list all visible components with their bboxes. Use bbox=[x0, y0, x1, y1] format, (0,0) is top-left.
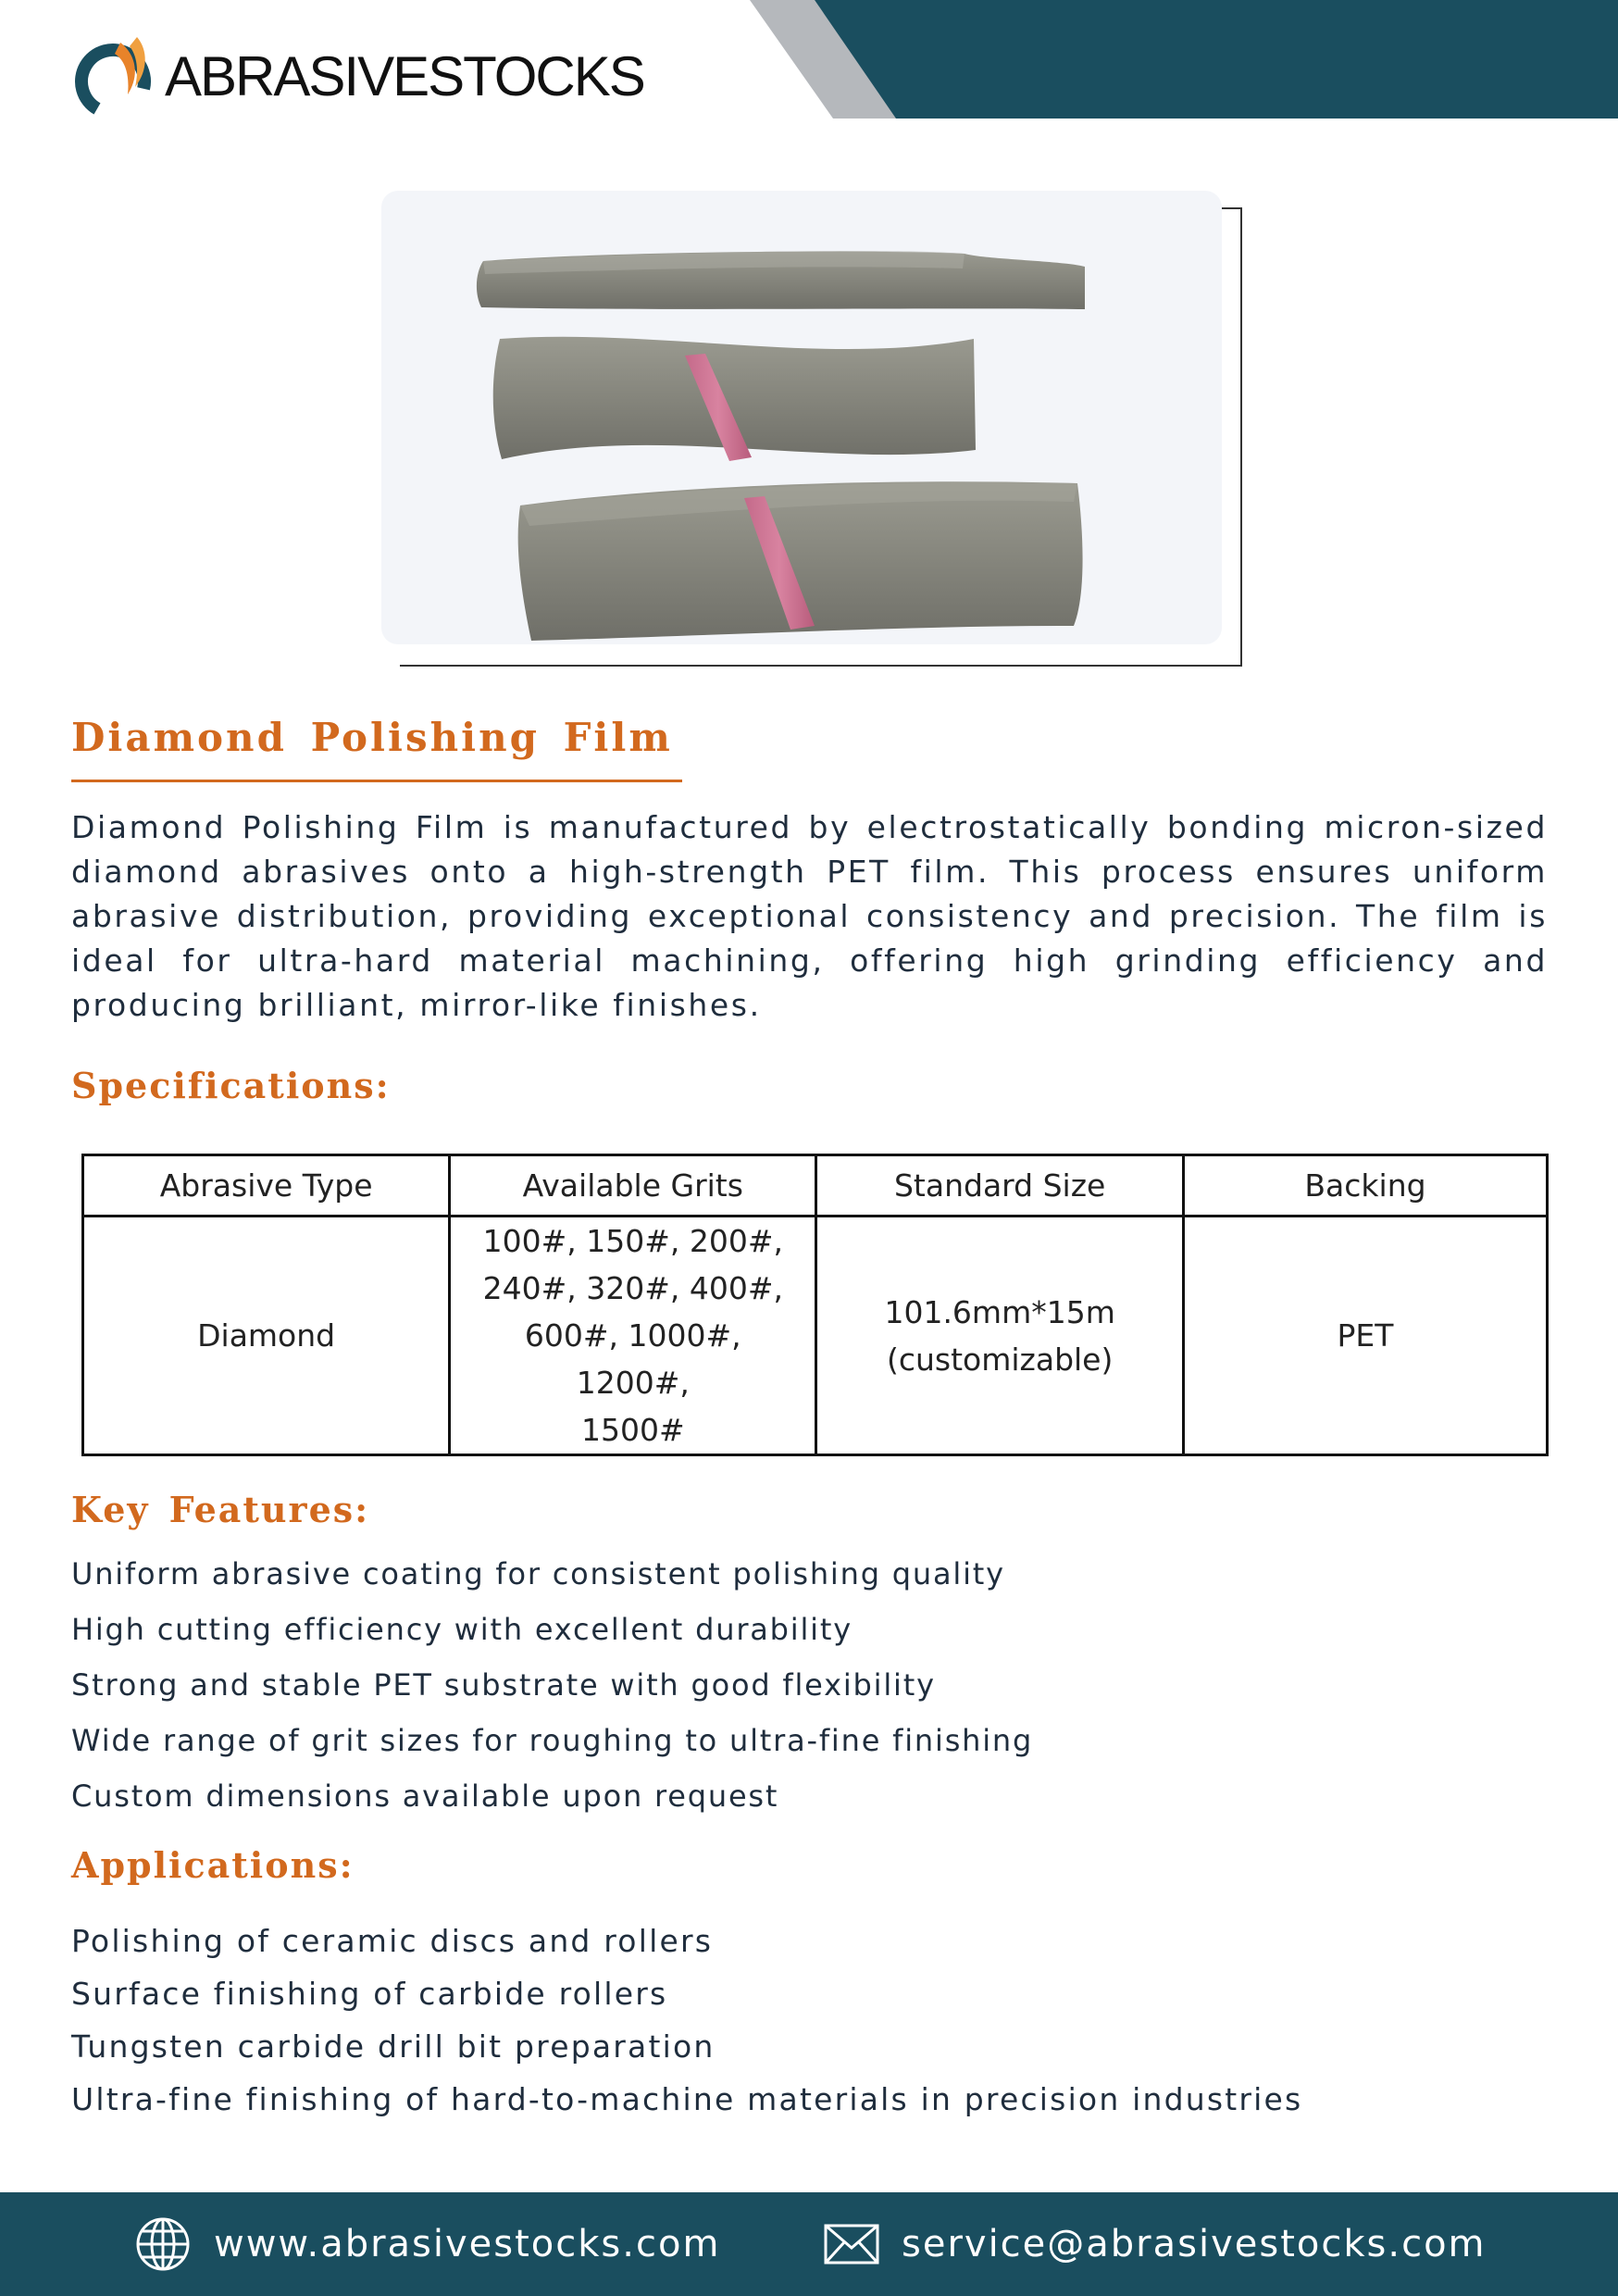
table-header-row bbox=[83, 1155, 1548, 1217]
specifications-table bbox=[81, 1154, 1549, 1456]
applications-list bbox=[71, 1915, 1302, 2126]
brand-name: ABRASIVESTOCKS bbox=[165, 44, 644, 107]
specifications-heading: Specifications: bbox=[71, 1065, 391, 1106]
key-features-heading: Key Features: bbox=[71, 1489, 370, 1530]
list-item: Ultra-fine finishing of hard-to-machine materials in precision industries bbox=[71, 2081, 1303, 2117]
cell-standard-size bbox=[816, 1217, 1184, 1455]
cell-backing: PET bbox=[1183, 1217, 1547, 1455]
column-header-backing: Backing bbox=[1183, 1155, 1547, 1217]
key-features-list bbox=[71, 1546, 1033, 1824]
envelope-icon bbox=[824, 2224, 879, 2265]
table-row bbox=[83, 1217, 1548, 1455]
footer bbox=[0, 2192, 1618, 2296]
column-header-standard-size: Standard Size bbox=[816, 1155, 1184, 1217]
title-underline bbox=[71, 780, 682, 782]
list-item: Polishing of ceramic discs and rollers bbox=[71, 1923, 714, 1959]
product-description: Diamond Polishing Film is manufactured by electrostatically bonding micron-sized diamond abrasives onto a high-strength PET film. This process ensures uniform abrasive distribution, providing exceptional consistency and precision. The film is ideal for ultra-hard material machining, offering high grinding efficiency and producing brilliant, mirror-like finishes. bbox=[71, 809, 1548, 1023]
list-item: Uniform abrasive coating for consistent polishing quality bbox=[71, 1556, 1005, 1591]
email-link[interactable] bbox=[824, 2192, 1487, 2296]
applications-heading: Applications: bbox=[71, 1844, 355, 1886]
product-title: Diamond Polishing Film bbox=[71, 715, 673, 760]
list-item: Wide range of grit sizes for roughing to ultra-fine finishing bbox=[71, 1723, 1034, 1758]
size-line: (customizable) bbox=[886, 1341, 1114, 1378]
size-line: 101.6mm*15m bbox=[884, 1293, 1115, 1330]
globe-icon bbox=[134, 2215, 192, 2273]
grits-line: 1500# bbox=[580, 1412, 685, 1448]
cell-available-grits bbox=[450, 1217, 816, 1455]
list-item: Tungsten carbide drill bit preparation bbox=[71, 2028, 716, 2065]
column-header-available-grits: Available Grits bbox=[450, 1155, 816, 1217]
grits-line: 240#, 320#, 400#, bbox=[482, 1270, 783, 1306]
brand-logo[interactable] bbox=[74, 33, 644, 119]
grits-line: 600#, 1000#, 1200#, bbox=[524, 1317, 741, 1401]
list-item: Strong and stable PET substrate with good flexibility bbox=[71, 1667, 936, 1703]
website-text: www.abrasivestocks.com bbox=[214, 2223, 721, 2265]
list-item: Surface finishing of carbide rollers bbox=[71, 1976, 668, 2012]
column-header-abrasive-type: Abrasive Type bbox=[83, 1155, 450, 1217]
list-item: Custom dimensions available upon request bbox=[71, 1778, 779, 1814]
list-item: High cutting efficiency with excellent durability bbox=[71, 1612, 853, 1647]
website-link[interactable] bbox=[134, 2192, 720, 2296]
product-image bbox=[381, 191, 1222, 644]
email-text: service@abrasivestocks.com bbox=[902, 2223, 1487, 2265]
grits-line: 100#, 150#, 200#, bbox=[482, 1223, 783, 1259]
cell-abrasive-type: Diamond bbox=[83, 1217, 450, 1455]
logo-mark-icon bbox=[74, 33, 159, 119]
